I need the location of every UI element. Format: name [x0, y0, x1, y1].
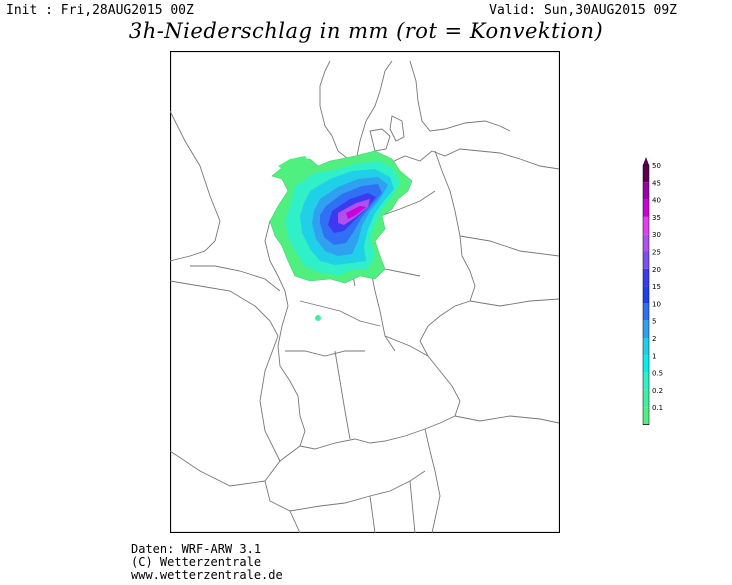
legend-canvas	[640, 155, 680, 425]
legend-label: 0.1	[652, 404, 664, 413]
legend-label: 35	[652, 213, 661, 222]
legend-label: 45	[652, 179, 661, 188]
legend-label: 20	[652, 265, 661, 274]
precip-cell	[315, 315, 321, 321]
legend-label: 10	[652, 300, 661, 309]
legend-swatch	[643, 200, 649, 217]
legend-swatch	[643, 321, 649, 338]
legend-swatch	[643, 165, 649, 182]
precipitation-legend	[640, 155, 680, 425]
legend-swatch	[643, 390, 649, 407]
legend-swatch	[643, 303, 649, 320]
legend-label: 15	[652, 283, 661, 292]
footer-data-source: Daten: WRF-ARW 3.1	[131, 542, 262, 556]
legend-label: 50	[652, 162, 661, 170]
legend-label: 5	[652, 317, 657, 326]
legend-swatch	[643, 234, 649, 251]
footer-copyright: (C) Wetterzentrale	[131, 555, 262, 569]
map-canvas	[170, 51, 560, 533]
footer-credits	[131, 543, 283, 582]
legend-swatch	[643, 286, 649, 303]
legend-label: 2	[652, 335, 657, 343]
precipitation-map	[170, 51, 560, 533]
legend-label: 0.2	[652, 386, 664, 395]
init-time: Init : Fri,28AUG2015 00Z	[6, 3, 194, 18]
legend-swatch	[643, 217, 649, 234]
legend-label: 1	[652, 352, 657, 361]
legend-label: 30	[652, 231, 661, 240]
legend-swatch	[643, 252, 649, 269]
valid-time: Valid: Sun,30AUG2015 09Z	[489, 3, 677, 18]
map-title: 3h-Niederschlag in mm (rot = Konvektion)	[128, 19, 604, 43]
legend-swatch	[643, 182, 649, 199]
legend-swatch	[643, 407, 649, 424]
legend-swatch	[643, 269, 649, 286]
footer-website: www.wetterzentrale.de	[131, 568, 283, 582]
legend-swatch	[643, 338, 649, 355]
legend-arrow-top	[643, 157, 649, 165]
legend-label: 25	[652, 248, 661, 257]
legend-label: 0.5	[652, 369, 664, 378]
legend-label: 40	[652, 196, 661, 205]
legend-swatch	[643, 373, 649, 390]
legend-swatch	[643, 355, 649, 372]
